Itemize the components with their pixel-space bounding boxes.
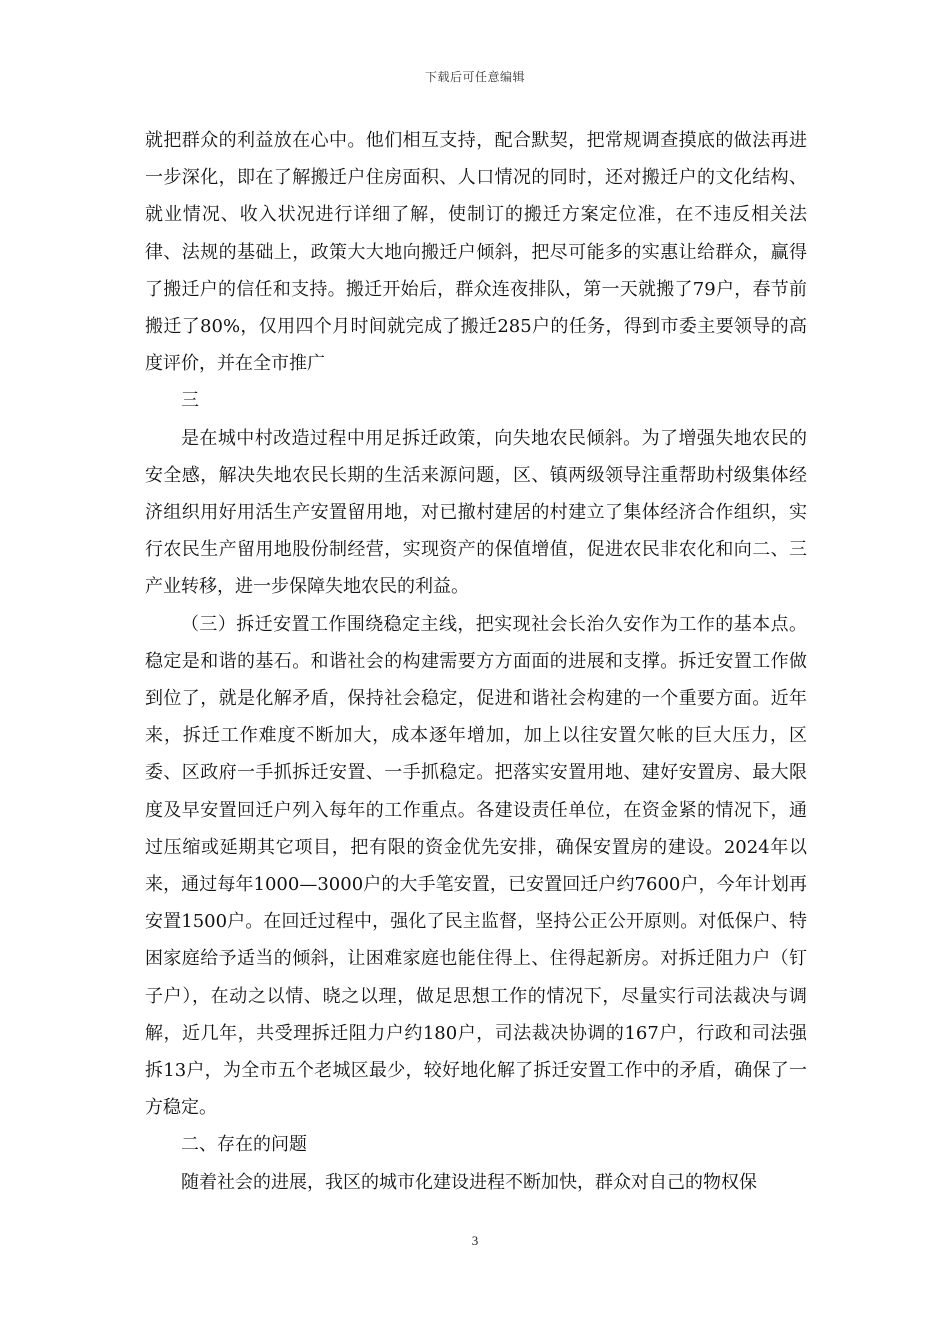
- paragraph-land-policy: 是在城中村改造过程中用足拆迁政策，向失地农民倾斜。为了增强失地农民的安全感，解决失地农民长期的生活来源问题，区、镇两级领导注重帮助村级集体经济组织用好用活生产安置留用地，对已撤村建居的村建立了集体经济合作组织，实行农民生产留用地股份制经营，实现资产的保值增值，促进农民非农化和向二、三产业转移，进一步保障失地农民的利益。: [145, 427, 807, 598]
- page-header: 下载后可任意编辑: [424, 70, 525, 84]
- paragraph-problems-start: 随着社会的进展，我区的城市化建设进程不断加快，群众对自己的物权保: [181, 1171, 757, 1193]
- page-number: 3: [471, 1233, 479, 1248]
- paragraph-section-number: 三: [181, 390, 199, 412]
- document-body: [145, 122, 807, 1201]
- section-heading-problems: 二、存在的问题: [181, 1134, 307, 1156]
- paragraph-stability: （三）拆迁安置工作围绕稳定主线，把实现社会长治久安作为工作的基本点。稳定是和谐的基石。和谐社会的构建需要方方面面的进展和支撑。拆迁安置工作做到位了，就是化解矛盾，保持社会稳定，促进和谐社会构建的一个重要方面。近年来，拆迁工作难度不断加大，成本逐年增加，加上以往安置欠帐的巨大压力，区委、区政府一手抓拆迁安置、一手抓稳定。把落实安置用地、建好安置房、最大限度及早安置回迁户列入每年的工作重点。各建设责任单位，在资金紧的情况下，通过压缩或延期其它项目，把有限的资金优先安排，确保安置房的建设。2024年以来，通过每年1000—3000户的大手笔安置，已安置回迁户约7600户，今年计划再安置1500户。在回迁过程中，强化了民主监督，坚持公正公开原则。对低保户、特困家庭给予适当的倾斜，让困难家庭也能住得上、住得起新房。对拆迁阻力户（钉子户），在动之以情、晓之以理，做足思想工作的情况下，尽量实行司法裁决与调解，近几年，共受理拆迁阻力户约180户，司法裁决协调的167户，行政和司法强拆13户，为全市五个老城区最少，较好地化解了拆迁安置工作中的矛盾，确保了一方稳定。: [145, 613, 807, 1119]
- paragraph-continuation: 就把群众的利益放在心中。他们相互支持，配合默契，把常规调查摸底的做法再进一步深化，即在了解搬迁户住房面积、人口情况的同时，还对搬迁户的文化结构、就业情况、收入状况进行详细了解，使制订的搬迁方案定位准，在不违反相关法律、法规的基础上，政策大大地向搬迁户倾斜，把尽可能多的实惠让给群众，赢得了搬迁户的信任和支持。搬迁开始后，群众连夜排队，第一天就搬了79户，春节前搬迁了80%，仅用四个月时间就完成了搬迁285户的任务，得到市委主要领导的高度评价，并在全市推广: [145, 130, 807, 375]
